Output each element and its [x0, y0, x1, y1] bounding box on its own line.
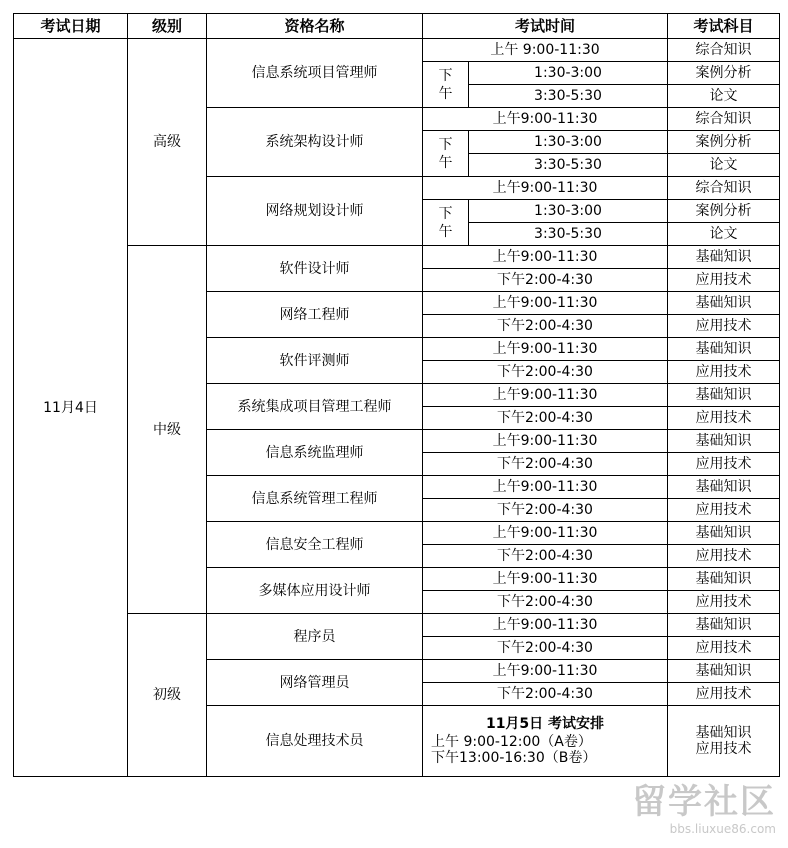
time-pm: 1:30-3:00 [469, 62, 668, 85]
time-am: 上午9:00-11:30 [423, 568, 668, 591]
time-pm: 3:30-5:30 [469, 223, 668, 246]
time-pm: 下午2:00-4:30 [423, 453, 668, 476]
special-arrangement [423, 706, 668, 777]
header-level: 级别 [128, 14, 207, 39]
site-watermark [632, 782, 776, 836]
subject: 应用技术 [668, 637, 780, 660]
subject: 基础知识 [668, 430, 780, 453]
subject: 基础知识 [668, 384, 780, 407]
header-qualification: 资格名称 [207, 14, 423, 39]
header-subject: 考试科目 [668, 14, 780, 39]
subject: 应用技术 [668, 683, 780, 706]
time-pm: 1:30-3:00 [469, 200, 668, 223]
subject: 应用技术 [668, 545, 780, 568]
subject: 论文 [668, 223, 780, 246]
qualification-name: 信息处理技术员 [207, 706, 423, 777]
subject: 基础知识 [668, 660, 780, 683]
time-am: 上午9:00-11:30 [423, 384, 668, 407]
subject: 基础知识 [668, 246, 780, 269]
time-pm: 下午2:00-4:30 [423, 545, 668, 568]
subject: 论文 [668, 85, 780, 108]
exam-date-cell: 11月4日 [14, 39, 128, 777]
subject: 基础知识 [668, 476, 780, 499]
qualification-name: 信息系统管理工程师 [207, 476, 423, 522]
subject: 基础知识 [668, 292, 780, 315]
subject: 应用技术 [668, 269, 780, 292]
time-am: 上午9:00-11:30 [423, 246, 668, 269]
level-junior: 初级 [128, 614, 207, 777]
time-am: 上午9:00-11:30 [423, 660, 668, 683]
qualification-name: 系统集成项目管理工程师 [207, 384, 423, 430]
subject: 综合知识 [668, 177, 780, 200]
time-am: 上午9:00-11:30 [423, 614, 668, 637]
special-pm: 下午13:00-16:30（B卷） [431, 750, 597, 766]
qualification-name: 程序员 [207, 614, 423, 660]
watermark-url: bbs.liuxue86.com [669, 822, 776, 836]
special-am: 上午 9:00-12:00（A卷） [431, 734, 592, 750]
qualification-name: 信息系统监理师 [207, 430, 423, 476]
time-pm: 下午2:00-4:30 [423, 269, 668, 292]
time-pm: 下午2:00-4:30 [423, 407, 668, 430]
exam-schedule-table [13, 13, 780, 777]
subject: 应用技术 [668, 591, 780, 614]
qualification-name: 软件评测师 [207, 338, 423, 384]
subject: 论文 [668, 154, 780, 177]
table-row [14, 246, 780, 269]
time-pm: 3:30-5:30 [469, 154, 668, 177]
qualification-name: 多媒体应用设计师 [207, 568, 423, 614]
table-row [14, 614, 780, 637]
time-am: 上午9:00-11:30 [423, 430, 668, 453]
time-am: 上午9:00-11:30 [423, 108, 668, 131]
time-am: 上午9:00-11:30 [423, 338, 668, 361]
subject: 应用技术 [668, 361, 780, 384]
subject: 应用技术 [668, 315, 780, 338]
qualification-name: 网络工程师 [207, 292, 423, 338]
special-subjects: 基础知识 应用技术 [668, 706, 780, 777]
qualification-name: 信息安全工程师 [207, 522, 423, 568]
subject: 案例分析 [668, 62, 780, 85]
time-pm: 下午2:00-4:30 [423, 683, 668, 706]
subject: 案例分析 [668, 131, 780, 154]
pm-label: 下 午 [423, 131, 469, 177]
time-am: 上午 9:00-11:30 [423, 39, 668, 62]
qualification-name: 网络管理员 [207, 660, 423, 706]
time-am: 上午9:00-11:30 [423, 522, 668, 545]
qualification-name: 信息系统项目管理师 [207, 39, 423, 108]
level-senior: 高级 [128, 39, 207, 246]
subject: 案例分析 [668, 200, 780, 223]
subject: 基础知识 [668, 568, 780, 591]
subject: 综合知识 [668, 108, 780, 131]
subject: 应用技术 [668, 499, 780, 522]
time-pm: 下午2:00-4:30 [423, 499, 668, 522]
pm-label: 下 午 [423, 62, 469, 108]
time-pm: 下午2:00-4:30 [423, 361, 668, 384]
time-am: 上午9:00-11:30 [423, 177, 668, 200]
time-pm: 下午2:00-4:30 [423, 591, 668, 614]
time-am: 上午9:00-11:30 [423, 476, 668, 499]
table-row [14, 39, 780, 62]
watermark-logo-text: 留学社区 [632, 782, 776, 822]
subject: 基础知识 [668, 522, 780, 545]
qualification-name: 软件设计师 [207, 246, 423, 292]
time-pm: 下午2:00-4:30 [423, 315, 668, 338]
time-pm: 下午2:00-4:30 [423, 637, 668, 660]
subject: 基础知识 [668, 614, 780, 637]
header-date: 考试日期 [14, 14, 128, 39]
header-row [14, 14, 780, 39]
subject: 应用技术 [668, 453, 780, 476]
qualification-name: 网络规划设计师 [207, 177, 423, 246]
level-intermediate: 中级 [128, 246, 207, 614]
time-pm: 3:30-5:30 [469, 85, 668, 108]
special-title: 11月5日 考试安排 [485, 716, 605, 732]
pm-label: 下 午 [423, 200, 469, 246]
subject: 应用技术 [668, 407, 780, 430]
subject: 综合知识 [668, 39, 780, 62]
subject: 基础知识 [668, 338, 780, 361]
qualification-name: 系统架构设计师 [207, 108, 423, 177]
header-time: 考试时间 [423, 14, 668, 39]
time-am: 上午9:00-11:30 [423, 292, 668, 315]
time-pm: 1:30-3:00 [469, 131, 668, 154]
